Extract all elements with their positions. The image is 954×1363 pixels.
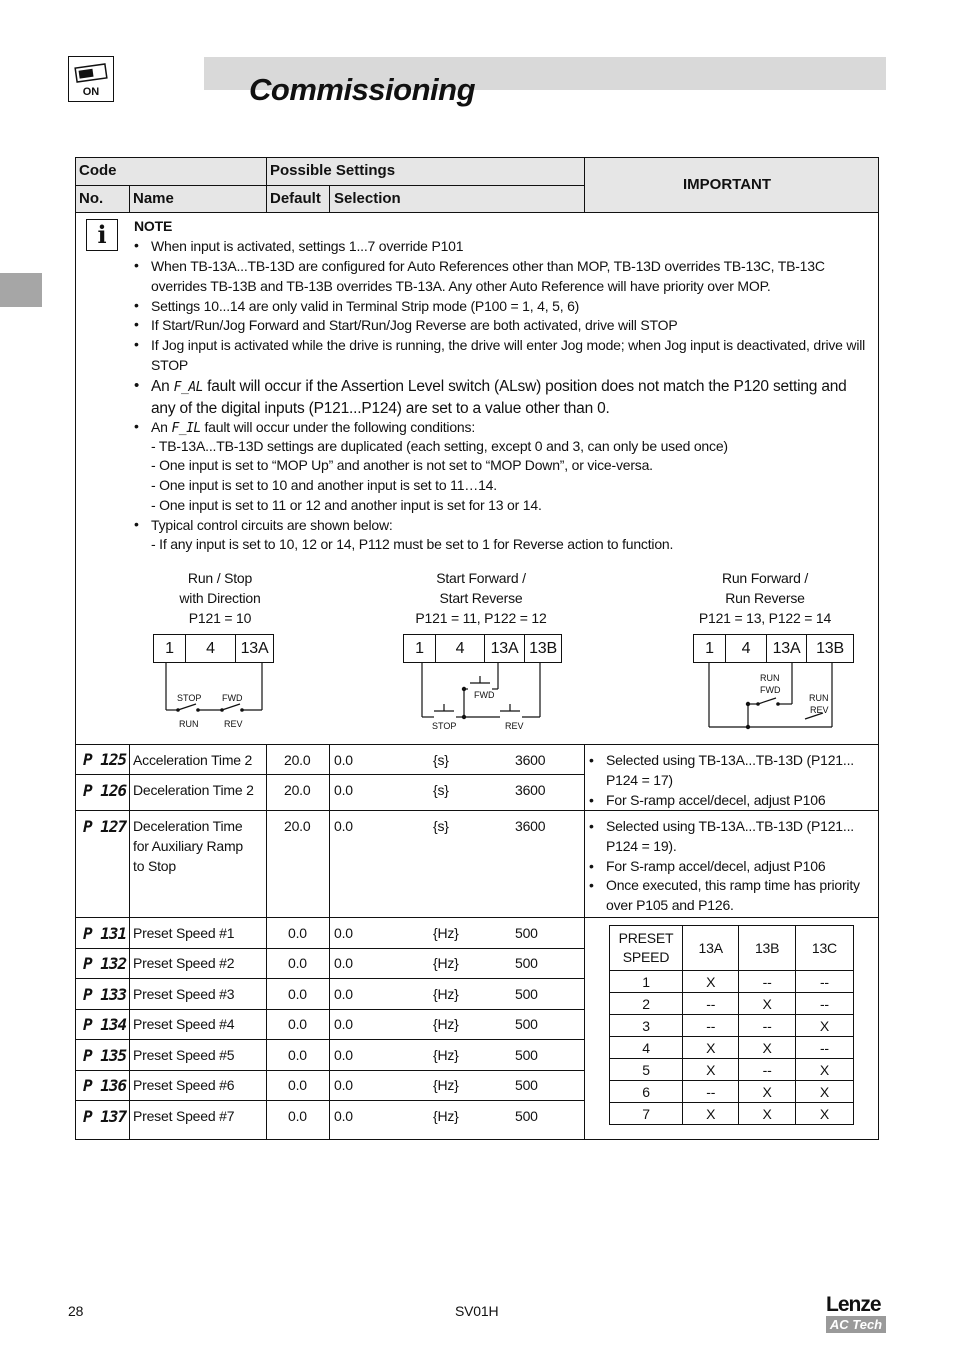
- terminal: 13B: [529, 639, 557, 657]
- note-bullet-2: When TB-13A...TB-13D are configured for Auto References other than MOP, TB-13D overrides TB-13C, TB-13C overrides TB-13B and TB-13B overrides TB-13A. Any other Auto Reference will have priority over MOP.: [151, 258, 825, 294]
- table-cell: --: [739, 1059, 795, 1081]
- table-cell: 4: [610, 1037, 683, 1059]
- fal-prefix: An: [151, 378, 170, 395]
- param-min-p136: 0.0: [334, 1077, 353, 1093]
- param-max-p125: 3600: [515, 752, 546, 768]
- param-name-p127-line: to Stop: [133, 858, 176, 874]
- note-bullet-4: If Start/Run/Jog Forward and Start/Run/Jog Reverse are both activated, drive will STOP: [151, 317, 678, 333]
- param-min-p126: 0.0: [334, 782, 353, 798]
- actech-logo: AC Tech: [826, 1316, 886, 1333]
- table-cell: 1: [610, 971, 683, 993]
- param-unit-p131: {Hz}: [433, 925, 459, 941]
- param-max-p137: 500: [515, 1108, 538, 1124]
- fil-condition-2: - One input is set to “MOP Up” and another is not set to “MOP Down”, or vice-versa.: [151, 457, 653, 473]
- param-max-p127: 3600: [515, 818, 546, 834]
- circuit-3-label-run-fwd-1: RUN: [760, 673, 780, 683]
- terminal: 13A: [767, 635, 807, 662]
- table-cell: X: [795, 1081, 853, 1103]
- circuit-2-label-fwd: FWD: [474, 690, 495, 700]
- param-name-p134: Preset Speed #4: [133, 1016, 235, 1032]
- table-cell: 7: [610, 1103, 683, 1125]
- param-default-p131: 0.0: [288, 925, 307, 941]
- param-min-p137: 0.0: [334, 1108, 353, 1124]
- param-name-p136: Preset Speed #6: [133, 1077, 235, 1093]
- param-max-p126: 3600: [515, 782, 546, 798]
- col-line: [584, 744, 585, 1140]
- terminal: 1: [694, 635, 726, 662]
- table-cell: X: [739, 1037, 795, 1059]
- ramp-important-line: Selected using TB-13A...TB-13D (P121...: [606, 752, 854, 768]
- p127-important-line: For S-ramp accel/decel, adjust P106: [606, 858, 826, 874]
- param-code-p126: P 126: [83, 781, 127, 800]
- bullet-dot: •: [134, 297, 139, 313]
- terminal: 4: [436, 635, 485, 662]
- row-divider: [75, 1100, 585, 1101]
- row-divider: [75, 978, 585, 979]
- param-default-p137: 0.0: [288, 1108, 307, 1124]
- terminal: 1: [154, 635, 186, 662]
- circuit-2-title-line: P121 = 11, P122 = 12: [415, 610, 547, 626]
- circuit-1-title-line: with Direction: [179, 590, 261, 606]
- header-name: Name: [133, 190, 174, 207]
- table-cell: X: [795, 1015, 853, 1037]
- note-circuits-bullet: Typical control circuits are shown below:: [151, 517, 393, 533]
- table-cell: 3: [610, 1015, 683, 1037]
- param-unit-p132: {Hz}: [433, 955, 459, 971]
- table-cell: X: [683, 1037, 739, 1059]
- table-cell: --: [739, 1015, 795, 1037]
- param-unit-p126: {s}: [433, 782, 449, 798]
- preset-header-line: SPEED: [622, 949, 670, 965]
- ramp-important-line: For S-ramp accel/decel, adjust P106: [606, 792, 826, 808]
- bullet-dot: •: [134, 257, 139, 273]
- circuit-2-title-line: Start Forward /: [436, 570, 526, 586]
- col-line: [129, 744, 130, 1140]
- table-row: [610, 1081, 854, 1103]
- circuit-1-label-fwd: FWD: [222, 693, 243, 703]
- table-cell: --: [795, 971, 853, 993]
- param-unit-p134: {Hz}: [433, 1016, 459, 1032]
- preset-header-cell: [610, 926, 683, 971]
- param-unit-p127: {s}: [433, 818, 449, 834]
- param-code-p137: P 137: [83, 1107, 127, 1126]
- bullet-dot: •: [134, 237, 139, 253]
- table-cell: --: [683, 1015, 739, 1037]
- table-cell: --: [739, 971, 795, 993]
- row-divider: [75, 744, 879, 745]
- preset-speed-table: [609, 925, 854, 1125]
- note-bullet-1: When input is activated, settings 1...7 override P101: [151, 238, 464, 254]
- terminal: 1: [404, 635, 436, 662]
- param-max-p134: 500: [515, 1016, 538, 1032]
- param-code-p127: P 127: [83, 817, 127, 836]
- param-max-p136: 500: [515, 1077, 538, 1093]
- fil-condition-1: - TB-13A...TB-13D settings are duplicated (each setting, except 0 and 3, can only be used once): [151, 438, 728, 454]
- table-cell: X: [683, 1059, 739, 1081]
- bullet-dot: •: [134, 516, 139, 532]
- row-divider: [75, 1039, 585, 1040]
- param-name-p125: Acceleration Time 2: [133, 752, 253, 768]
- col-line: [329, 744, 330, 1140]
- lenze-logo: Lenze: [826, 1293, 881, 1316]
- param-max-p135: 500: [515, 1047, 538, 1063]
- table-row: [610, 1103, 854, 1125]
- circuit-2-label-rev: REV: [505, 721, 524, 731]
- param-default-p136: 0.0: [288, 1077, 307, 1093]
- preset-header-13b: 13B: [739, 926, 795, 971]
- table-cell: --: [683, 993, 739, 1015]
- page-title: Commissioning: [249, 72, 476, 107]
- circuit-1-label-stop: STOP: [177, 693, 202, 703]
- circuit-2-title-line: Start Reverse: [439, 590, 523, 606]
- param-code-p135: P 135: [83, 1046, 127, 1065]
- terminal: 4: [726, 635, 767, 662]
- param-code-p133: P 133: [83, 985, 127, 1004]
- param-code-p132: P 132: [83, 954, 127, 973]
- param-name-p133: Preset Speed #3: [133, 986, 235, 1002]
- note-circuits-sub: - If any input is set to 10, 12 or 14, P112 must be set to 1 for Reverse action to function.: [151, 536, 674, 552]
- bullet-dot: •: [589, 818, 594, 834]
- row-divider: [75, 810, 879, 811]
- fil-condition-4: - One input is set to 11 or 12 and another input is set for 13 or 14.: [151, 497, 542, 513]
- ramp-important-line: P124 = 17): [606, 772, 673, 788]
- param-name-p131: Preset Speed #1: [133, 925, 235, 941]
- power-switch-label: ON: [82, 86, 100, 98]
- param-default-p132: 0.0: [288, 955, 307, 971]
- circuit-3-title-line: P121 = 13, P122 = 14: [698, 610, 832, 626]
- param-max-p131: 500: [515, 925, 538, 941]
- table-cell: X: [739, 1103, 795, 1125]
- p127-important-line: Selected using TB-13A...TB-13D (P121...: [606, 818, 854, 834]
- terminal: 4: [186, 635, 236, 662]
- circuit-3-label-run-rev-2: REV: [810, 705, 829, 715]
- p127-important-line: Once executed, this ramp time has priority: [606, 877, 860, 893]
- fal-code: F_AL: [173, 380, 203, 395]
- table-cell: --: [795, 993, 853, 1015]
- bullet-dot: •: [134, 316, 139, 332]
- document-id: SV01H: [455, 1303, 499, 1319]
- fil-text: fault will occur under the following conditions:: [204, 419, 476, 435]
- p127-important-line: P124 = 19).: [606, 838, 677, 854]
- row-divider: [75, 1070, 585, 1071]
- param-unit-p133: {Hz}: [433, 986, 459, 1002]
- param-unit-p125: {s}: [433, 752, 449, 768]
- info-icon: i: [86, 219, 118, 251]
- param-max-p132: 500: [515, 955, 538, 971]
- preset-header-line: PRESET: [618, 930, 674, 946]
- param-min-p134: 0.0: [334, 1016, 353, 1032]
- table-cell: 6: [610, 1081, 683, 1103]
- note-bullet-5: If Jog input is activated while the drive is running, the drive will enter Jog mode; when Jog input is deactivated, drive will STOP: [151, 337, 866, 373]
- row-divider: [75, 1009, 585, 1010]
- row-divider: [75, 948, 585, 949]
- param-default-p135: 0.0: [288, 1047, 307, 1063]
- param-min-p133: 0.0: [334, 986, 353, 1002]
- param-default-p134: 0.0: [288, 1016, 307, 1032]
- bullet-dot: •: [134, 418, 139, 434]
- p127-important-line: over P105 and P126.: [606, 897, 734, 913]
- header-possible-settings: Possible Settings: [270, 162, 396, 179]
- circuit-2-label-stop: STOP: [432, 721, 457, 731]
- terminal: 13B: [816, 639, 844, 657]
- bullet-dot: •: [134, 336, 139, 352]
- circuit-3-label-run-fwd-2: FWD: [760, 685, 781, 695]
- page-number: 28: [68, 1303, 84, 1319]
- bullet-dot: •: [589, 792, 594, 808]
- header-important: IMPORTANT: [683, 176, 772, 193]
- bullet-dot: •: [589, 877, 594, 893]
- col-line: [266, 744, 267, 1140]
- circuit-1-title-line: Run / Stop: [187, 570, 253, 586]
- table-row: [610, 971, 854, 993]
- table-cell: 5: [610, 1059, 683, 1081]
- param-default-p126: 20.0: [284, 782, 311, 798]
- param-name-p127-line: Deceleration Time: [133, 818, 243, 834]
- fal-text: fault will occur if the Assertion Level switch (ALsw) position does not match the P120 setting and any of the digital inputs (P121...P124) are set to a value other than 0.: [151, 378, 847, 417]
- circuit-1-label-rev: REV: [224, 719, 243, 729]
- param-code-p134: P 134: [83, 1015, 127, 1034]
- row-divider: [75, 774, 585, 775]
- note-bullet-3: Settings 10...14 are only valid in Terminal Strip mode (P100 = 1, 4, 5, 6): [151, 298, 580, 314]
- param-name-p127-line: for Auxiliary Ramp: [133, 838, 243, 854]
- fil-condition-3: - One input is set to 10 and another input is set to 11…14.: [151, 477, 497, 493]
- note-heading: NOTE: [134, 218, 173, 234]
- param-code-p131: P 131: [83, 924, 127, 943]
- header-default: Default: [270, 190, 321, 207]
- table-row: [610, 993, 854, 1015]
- table-cell: X: [683, 1103, 739, 1125]
- param-unit-p135: {Hz}: [433, 1047, 459, 1063]
- row-divider: [75, 917, 879, 918]
- circuit-1-label-run: RUN: [179, 719, 199, 729]
- param-code-p125: P 125: [83, 750, 127, 769]
- param-min-p132: 0.0: [334, 955, 353, 971]
- terminal: 13A: [240, 639, 269, 657]
- circuit-3-label-run-rev-1: RUN: [809, 693, 829, 703]
- param-unit-p136: {Hz}: [433, 1077, 459, 1093]
- table-row: [610, 1015, 854, 1037]
- table-cell: X: [683, 971, 739, 993]
- table-cell: X: [739, 1081, 795, 1103]
- param-min-p125: 0.0: [334, 752, 353, 768]
- header-no: No.: [79, 190, 104, 207]
- param-min-p127: 0.0: [334, 818, 353, 834]
- param-name-p132: Preset Speed #2: [133, 955, 235, 971]
- param-code-p136: P 136: [83, 1076, 127, 1095]
- header-selection: Selection: [334, 190, 401, 207]
- table-cell: X: [739, 993, 795, 1015]
- param-name-p137: Preset Speed #7: [133, 1108, 235, 1124]
- table-cell: --: [683, 1081, 739, 1103]
- param-name-p126: Deceleration Time 2: [133, 782, 254, 798]
- terminal: 13A: [485, 635, 525, 662]
- param-default-p125: 20.0: [284, 752, 311, 768]
- param-min-p135: 0.0: [334, 1047, 353, 1063]
- param-name-p135: Preset Speed #5: [133, 1047, 235, 1063]
- table-cell: --: [795, 1037, 853, 1059]
- circuit-1-title-line: P121 = 10: [188, 610, 252, 626]
- param-default-p133: 0.0: [288, 986, 307, 1002]
- bullet-dot: •: [134, 377, 140, 394]
- fil-prefix: An: [151, 419, 168, 435]
- table-row: [610, 1037, 854, 1059]
- param-max-p133: 500: [515, 986, 538, 1002]
- param-min-p131: 0.0: [334, 925, 353, 941]
- bullet-dot: •: [589, 858, 594, 874]
- preset-header-13a: 13A: [683, 926, 739, 971]
- table-cell: X: [795, 1059, 853, 1081]
- table-row: [610, 926, 854, 971]
- table-cell: 2: [610, 993, 683, 1015]
- param-default-p127: 20.0: [284, 818, 311, 834]
- fil-code: F_IL: [171, 421, 201, 436]
- param-unit-p137: {Hz}: [433, 1108, 459, 1124]
- bullet-dot: •: [589, 752, 594, 768]
- header-code: Code: [79, 162, 117, 179]
- circuit-3-title-line: Run Reverse: [725, 590, 805, 606]
- preset-header-13c: 13C: [795, 926, 853, 971]
- table-row: [610, 1059, 854, 1081]
- table-cell: X: [795, 1103, 853, 1125]
- circuit-3-title-line: Run Forward /: [721, 570, 809, 586]
